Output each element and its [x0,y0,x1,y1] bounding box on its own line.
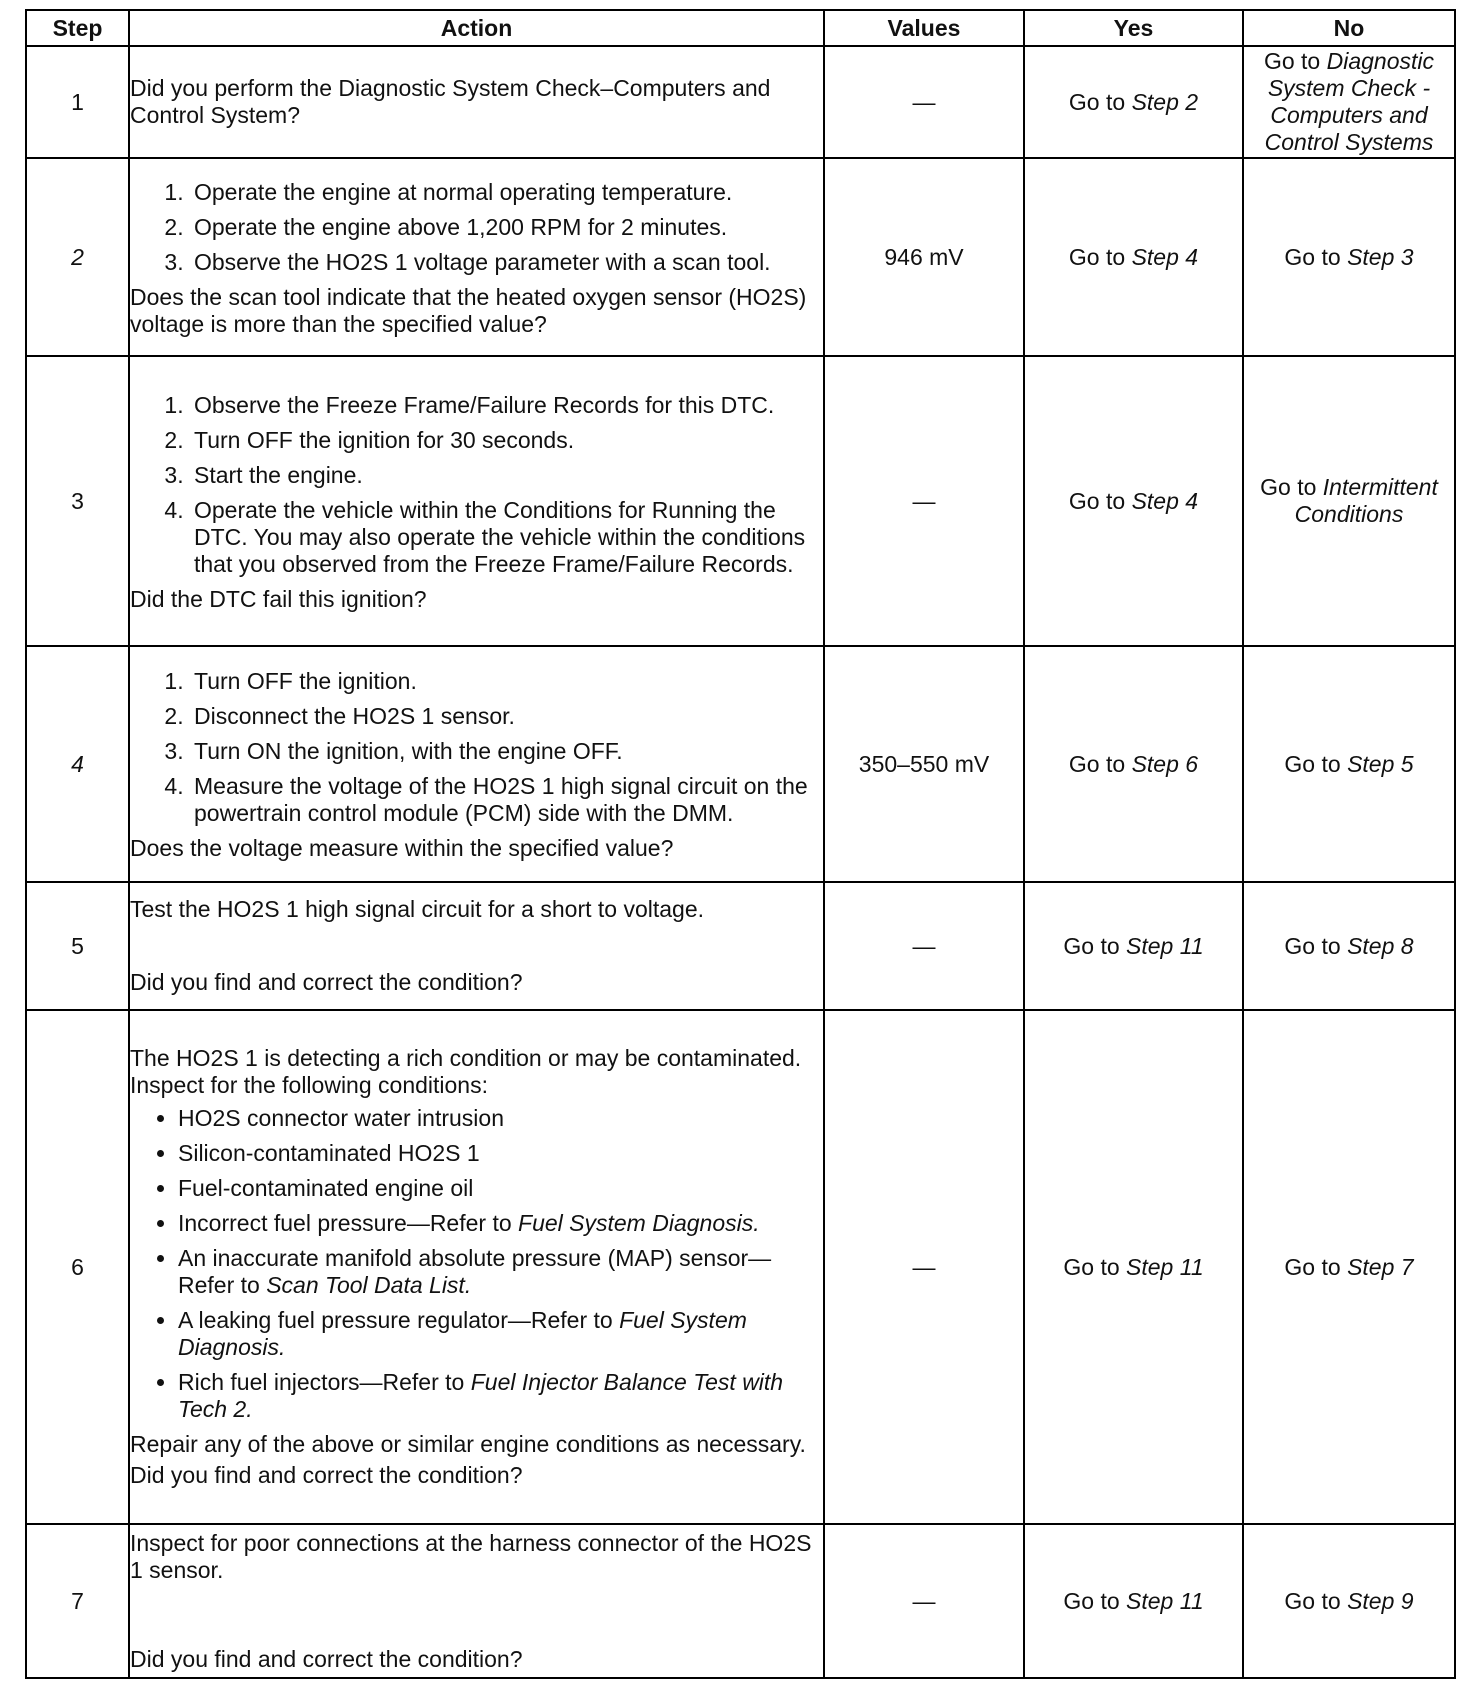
no-cell[interactable] [1243,356,1455,646]
condition-item: • Incorrect fuel pressure—Refer to Fuel System Diagnosis. [178,1210,823,1237]
no-prefix: Go to [1284,243,1348,270]
yes-cell[interactable] [1024,882,1243,1010]
no-link[interactable]: Diagnostic System Check - Computers and Control Systems [1264,48,1435,155]
action-step: 4. Operate the vehicle within the Conditions for Running the DTC. You may also operate the vehicle within the conditions that you observed from the Freeze Frame/Failure Records. [190,497,823,578]
header-no: No [1243,10,1455,46]
action-step: 2. Disconnect the HO2S 1 sensor. [190,703,823,730]
action-cell [129,158,824,356]
diagnostic-table [25,9,1456,1679]
action-step: 1. Operate the engine at normal operating temperature. [190,179,823,206]
action-question: Did you find and correct the condition? [130,1645,523,1672]
repair-instruction: Repair any of the above or similar engine conditions as necessary. [130,1431,806,1457]
yes-prefix: Go to [1068,487,1132,514]
no-prefix: Go to [1284,932,1348,959]
value-cell: — [824,882,1024,1010]
no-cell[interactable] [1243,882,1455,1010]
condition-item: • Fuel-contaminated engine oil [178,1175,823,1202]
value-cell: 946 mV [824,158,1024,356]
action-step: 3. Turn ON the ignition, with the engine OFF. [190,738,823,765]
step-number: 4 [26,646,129,882]
table-row [26,356,1455,646]
no-link[interactable]: Step 5 [1347,750,1414,777]
action-cell [129,646,824,882]
action-step: 1. Observe the Freeze Frame/Failure Records for this DTC. [190,392,823,419]
spacer [130,1584,823,1646]
no-cell[interactable] [1243,646,1455,882]
yes-link[interactable]: Step 4 [1131,243,1199,270]
action-question: Did you find and correct the condition? [130,1462,523,1488]
step-number: 3 [26,356,129,646]
table-row [26,1010,1455,1524]
step-number: 6 [26,1010,129,1524]
reference-link[interactable]: Fuel Injector Balance Test with Tech 2. [178,1369,784,1422]
table-row [26,46,1455,158]
no-link[interactable]: Step 7 [1347,1253,1414,1280]
action-step: 2. Operate the engine above 1,200 RPM for 2 minutes. [190,214,823,241]
header-action: Action [129,10,824,46]
yes-cell[interactable] [1024,46,1243,158]
header-values: Values [824,10,1024,46]
no-cell[interactable] [1243,1010,1455,1524]
spacer [130,923,823,969]
action-step: 3. Start the engine. [190,462,823,489]
condition-item: • A leaking fuel pressure regulator—Refer to Fuel System Diagnosis. [178,1307,823,1361]
no-prefix: Go to [1284,750,1348,777]
action-intro: Inspect for poor connections at the harness connector of the HO2S 1 sensor. [130,1529,812,1583]
step-number: 2 [26,158,129,356]
no-cell[interactable] [1243,158,1455,356]
table-row [26,1524,1455,1678]
reference-link[interactable]: Scan Tool Data List. [266,1272,472,1298]
yes-prefix: Go to [1063,1587,1127,1614]
no-link[interactable]: Intermittent Conditions [1294,474,1438,527]
action-question: Does the voltage measure within the specified value? [130,835,674,861]
action-question: Did you perform the Diagnostic System Check–Computers and Control System? [130,75,771,128]
action-step: 4. Measure the voltage of the HO2S 1 high signal circuit on the powertrain control module (PCM) side with the DMM. [190,773,823,827]
yes-link[interactable]: Step 2 [1131,88,1199,115]
no-prefix: Go to [1260,474,1323,500]
value-cell: 350–550 mV [824,646,1024,882]
action-cell [129,1524,824,1678]
action-question: Does the scan tool indicate that the heated oxygen sensor (HO2S) voltage is more than the specified value? [130,283,807,337]
yes-prefix: Go to [1068,88,1132,115]
yes-link[interactable]: Step 11 [1126,1587,1204,1614]
action-cell [129,46,824,158]
yes-cell[interactable] [1024,356,1243,646]
reference-link[interactable]: Fuel System Diagnosis. [518,1210,760,1236]
yes-link[interactable]: Step 4 [1131,487,1199,514]
yes-cell[interactable] [1024,1010,1243,1524]
no-prefix: Go to [1284,1253,1348,1280]
no-link[interactable]: Step 8 [1347,932,1414,959]
no-cell[interactable] [1243,1524,1455,1678]
yes-cell[interactable] [1024,1524,1243,1678]
yes-cell[interactable] [1024,646,1243,882]
yes-prefix: Go to [1068,243,1132,270]
header-row [26,10,1455,46]
yes-prefix: Go to [1063,1253,1127,1280]
value-cell: — [824,1524,1024,1678]
step-number: 1 [26,46,129,158]
header-yes: Yes [1024,10,1243,46]
value-cell: — [824,46,1024,158]
yes-link[interactable]: Step 6 [1131,750,1199,777]
condition-item: • Silicon-contaminated HO2S 1 [178,1140,823,1167]
action-intro: Test the HO2S 1 high signal circuit for a short to voltage. [130,896,705,922]
no-prefix: Go to [1263,48,1327,74]
step-number: 7 [26,1524,129,1678]
table-row [26,158,1455,356]
yes-cell[interactable] [1024,158,1243,356]
action-steps [130,392,823,578]
value-cell: — [824,1010,1024,1524]
action-steps [130,668,823,827]
action-cell [129,356,824,646]
action-cell [129,1010,824,1524]
no-prefix: Go to [1284,1587,1348,1614]
value-cell: — [824,356,1024,646]
reference-link[interactable]: Fuel System Diagnosis. [178,1307,747,1360]
action-step: 3. Observe the HO2S 1 voltage parameter with a scan tool. [190,249,823,276]
no-link[interactable]: Step 9 [1347,1587,1414,1614]
header-step: Step [26,10,129,46]
action-intro: The HO2S 1 is detecting a rich condition or may be contaminated. Inspect for the following conditions: [130,1045,802,1098]
yes-link[interactable]: Step 11 [1126,932,1204,959]
condition-item: • Rich fuel injectors—Refer to Fuel Injector Balance Test with Tech 2. [178,1369,823,1423]
action-question: Did the DTC fail this ignition? [130,585,427,612]
yes-prefix: Go to [1063,932,1127,959]
action-step: 1. Turn OFF the ignition. [190,668,823,695]
yes-prefix: Go to [1068,750,1132,777]
yes-link[interactable]: Step 11 [1126,1253,1204,1280]
no-link[interactable]: Step 3 [1347,243,1414,270]
action-question: Did you find and correct the condition? [130,969,523,995]
condition-list [130,1105,823,1423]
condition-item: • HO2S connector water intrusion [178,1105,823,1132]
table-row [26,646,1455,882]
condition-item: • An inaccurate manifold absolute pressure (MAP) sensor—Refer to Scan Tool Data List. [178,1245,823,1299]
table-row [26,882,1455,1010]
action-steps [130,179,823,276]
no-cell[interactable] [1243,46,1455,158]
step-number: 5 [26,882,129,1010]
action-step: 2. Turn OFF the ignition for 30 seconds. [190,427,823,454]
action-cell [129,882,824,1010]
